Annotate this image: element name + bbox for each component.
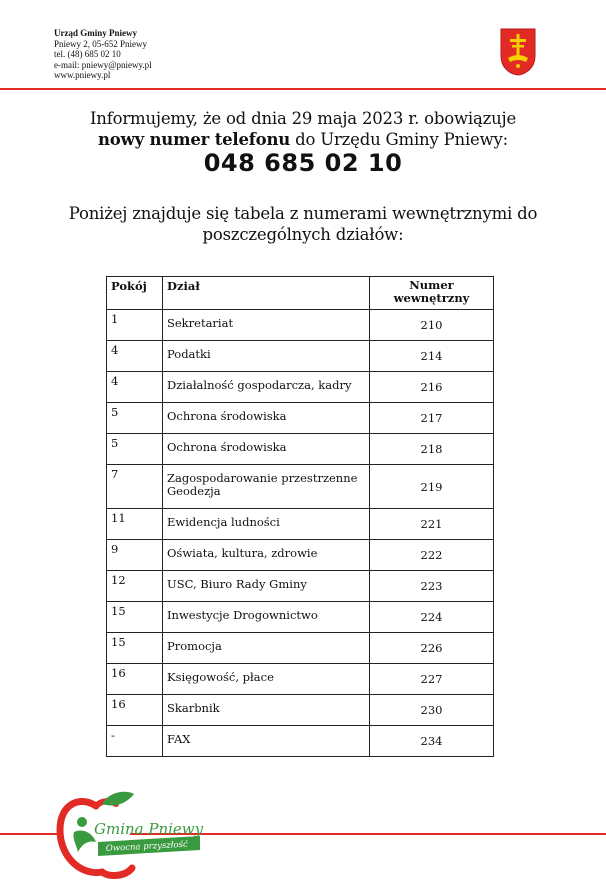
table-intro-line-1: Poniżej znajduje się tabela z numerami wewnętrznymi do	[68, 204, 538, 223]
department-cell: Inwestycje Drogownictwo	[163, 602, 370, 633]
room-cell: 16	[107, 664, 163, 695]
extension-cell: 219	[370, 465, 494, 509]
extension-cell: 226	[370, 633, 494, 664]
department-cell: Oświata, kultura, zdrowie	[163, 540, 370, 571]
extension-cell: 221	[370, 509, 494, 540]
table-row	[107, 664, 494, 695]
header-department: Dział	[163, 277, 370, 310]
room-cell: 11	[107, 509, 163, 540]
table-row	[107, 341, 494, 372]
new-phone-number: 048 685 02 10	[203, 149, 403, 177]
room-cell: 4	[107, 372, 163, 403]
table-row	[107, 695, 494, 726]
table-intro	[0, 203, 606, 245]
office-website: www.pniewy.pl	[54, 70, 111, 80]
gmina-pniewy-logo	[52, 788, 212, 880]
header-room: Pokój	[107, 277, 163, 310]
department-cell: Ochrona środowiska	[163, 403, 370, 434]
department-cell: Księgowość, płace	[163, 664, 370, 695]
extension-cell: 224	[370, 602, 494, 633]
room-cell: 4	[107, 341, 163, 372]
room-cell: 15	[107, 602, 163, 633]
header-divider	[0, 88, 606, 90]
extension-cell: 223	[370, 571, 494, 602]
room-cell: 5	[107, 434, 163, 465]
announcement-emphasis: nowy numer telefonu	[97, 130, 291, 149]
table-row	[107, 403, 494, 434]
table-intro-line-2: poszczególnych działów:	[202, 225, 404, 244]
extension-cell: 230	[370, 695, 494, 726]
room-cell: 15	[107, 633, 163, 664]
office-name: Urząd Gminy Pniewy	[54, 28, 137, 38]
room-cell: 16	[107, 695, 163, 726]
table-row	[107, 571, 494, 602]
extensions-table	[106, 276, 494, 757]
department-cell: Podatki	[163, 341, 370, 372]
department-cell: FAX	[163, 726, 370, 757]
footer-divider-left	[0, 833, 60, 835]
letterhead	[54, 28, 152, 81]
table-row	[107, 633, 494, 664]
room-cell: 5	[107, 403, 163, 434]
office-phone: tel. (48) 685 02 10	[54, 49, 121, 59]
extension-cell: 234	[370, 726, 494, 757]
room-cell: -	[107, 726, 163, 757]
department-cell: Ewidencja ludności	[163, 509, 370, 540]
department-cell: Promocja	[163, 633, 370, 664]
extension-cell: 227	[370, 664, 494, 695]
department-cell: USC, Biuro Rady Gminy	[163, 571, 370, 602]
announcement	[0, 108, 606, 150]
room-cell: 7	[107, 465, 163, 509]
extension-cell: 210	[370, 310, 494, 341]
extension-cell: 214	[370, 341, 494, 372]
announcement-line-2-rest: do Urzędu Gminy Pniewy:	[290, 130, 509, 149]
table-row	[107, 465, 494, 509]
table-row	[107, 540, 494, 571]
department-cell: Działalność gospodarcza, kadry	[163, 372, 370, 403]
header-extension: Numer wewnętrzny	[370, 277, 494, 310]
department-cell: Sekretariat	[163, 310, 370, 341]
table-header-row	[107, 277, 494, 310]
table-row	[107, 509, 494, 540]
extension-cell: 216	[370, 372, 494, 403]
department-cell: Ochrona środowiska	[163, 434, 370, 465]
office-address: Pniewy 2, 05-652 Pniewy	[54, 38, 147, 49]
table-row	[107, 726, 494, 757]
announcement-line-1: Informujemy, że od dnia 29 maja 2023 r. obowiązuje	[89, 109, 517, 128]
logo-name: Gmina Pniewy	[94, 820, 204, 838]
department-cell: Zagospodarowanie przestrzenne Geodezja	[163, 465, 370, 509]
table-row	[107, 310, 494, 341]
extension-cell: 222	[370, 540, 494, 571]
department-cell: Skarbnik	[163, 695, 370, 726]
table-row	[107, 602, 494, 633]
coat-of-arms-icon	[500, 28, 536, 76]
room-cell: 12	[107, 571, 163, 602]
table-row	[107, 372, 494, 403]
office-email: e-mail: pniewy@pniewy.pl	[54, 59, 152, 70]
announcement-line-2	[0, 129, 606, 150]
extension-cell: 218	[370, 434, 494, 465]
extension-cell: 217	[370, 403, 494, 434]
table-row	[107, 434, 494, 465]
room-cell: 9	[107, 540, 163, 571]
room-cell: 1	[107, 310, 163, 341]
logo-tagline: Owocna przyszłość	[105, 839, 189, 854]
